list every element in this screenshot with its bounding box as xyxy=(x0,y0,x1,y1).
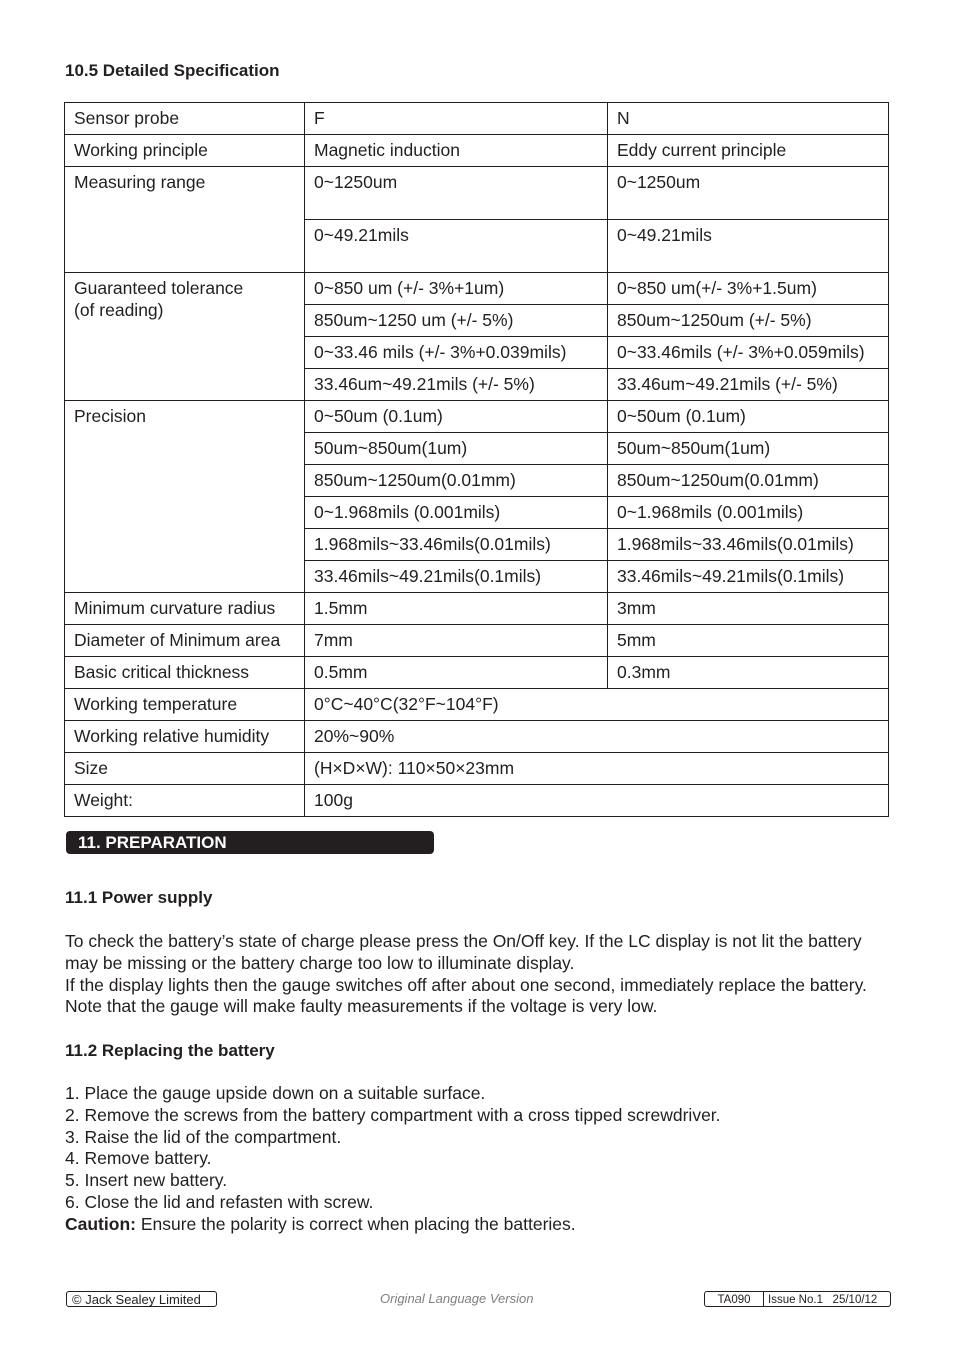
spec-n-value: 0~50um (0.1um) xyxy=(608,401,889,433)
spec-n-value: 1.968mils~33.46mils(0.01mils) xyxy=(608,529,889,561)
section-title-bar: 11. PREPARATION xyxy=(66,831,434,854)
table-row xyxy=(65,753,889,785)
spec-n-value: N xyxy=(608,103,889,135)
spec-label: Basic critical thickness xyxy=(65,657,305,689)
spec-n-value: 0~33.46mils (+/- 3%+0.059mils) xyxy=(608,337,889,369)
spec-label: Diameter of Minimum area xyxy=(65,625,305,657)
spec-label: Measuring range xyxy=(65,167,305,273)
spec-label: Sensor probe xyxy=(65,103,305,135)
spec-f-value: 0~50um (0.1um) xyxy=(305,401,608,433)
spec-f-value: Magnetic induction xyxy=(305,135,608,167)
table-row xyxy=(65,689,889,721)
footer-language-note: Original Language Version xyxy=(380,1291,534,1306)
spec-value: (H×D×W): 110×50×23mm xyxy=(305,753,889,785)
replacing-battery-heading: 11.2 Replacing the battery xyxy=(65,1041,275,1060)
table-row xyxy=(65,135,889,167)
spec-value: 100g xyxy=(305,785,889,817)
spec-f-value: 33.46um~49.21mils (+/- 5%) xyxy=(305,369,608,401)
power-supply-text xyxy=(65,931,895,1018)
spec-label: Precision xyxy=(65,401,305,593)
spec-value: 20%~90% xyxy=(305,721,889,753)
table-row xyxy=(65,401,889,433)
spec-label: Working principle xyxy=(65,135,305,167)
specification-table xyxy=(64,102,889,817)
table-row xyxy=(65,593,889,625)
table-row xyxy=(65,103,889,135)
issue-info: Issue No.1 25/10/12 xyxy=(768,1294,878,1306)
spec-label-line: (of reading) xyxy=(74,300,164,320)
list-item: 3. Raise the lid of the compartment. xyxy=(65,1126,342,1147)
list-item: 1. Place the gauge upside down on a suitable surface. xyxy=(65,1083,486,1103)
spec-value: 0°C~40°C(32°F~104°F) xyxy=(305,689,889,721)
table-row xyxy=(65,167,889,220)
spec-label-line: Guaranteed tolerance xyxy=(74,278,244,298)
paragraph: To check the battery’s state of charge please press the On/Off key. If the LC display is not lit the battery may be missing or the battery charge too low to illuminate display. xyxy=(65,931,862,973)
spec-label: Weight: xyxy=(65,785,305,817)
section-heading: 10.5 Detailed Specification xyxy=(65,61,280,80)
spec-n-value: 0~1250um xyxy=(608,167,889,220)
product-code: TA090 xyxy=(705,1292,764,1306)
spec-f-value: 0~1250um xyxy=(305,167,608,220)
spec-f-value: 0.5mm xyxy=(305,657,608,689)
spec-n-value: 3mm xyxy=(608,593,889,625)
spec-label: Working relative humidity xyxy=(65,721,305,753)
caution-text: Ensure the polarity is correct when placing the batteries. xyxy=(135,1213,576,1234)
spec-n-value: 850um~1250um (+/- 5%) xyxy=(608,305,889,337)
document-reference-box xyxy=(704,1291,891,1307)
spec-n-value: 50um~850um(1um) xyxy=(608,433,889,465)
spec-f-value: 0~1.968mils (0.001mils) xyxy=(305,497,608,529)
spec-label: Size xyxy=(65,753,305,785)
spec-f-value: 1.968mils~33.46mils(0.01mils) xyxy=(305,529,608,561)
spec-n-value: 0.3mm xyxy=(608,657,889,689)
table-row xyxy=(65,785,889,817)
spec-f-value: 850um~1250um(0.01mm) xyxy=(305,465,608,497)
caution-label: Caution: xyxy=(65,1213,136,1234)
spec-n-value: 0~49.21mils xyxy=(608,220,889,273)
spec-f-value: 50um~850um(1um) xyxy=(305,433,608,465)
spec-n-value: 850um~1250um(0.01mm) xyxy=(608,465,889,497)
paragraph: If the display lights then the gauge switches off after about one second, immediately replace the battery. Note that the gauge will make faulty measurements if the voltage is very low. xyxy=(65,974,867,1017)
spec-label: Working temperature xyxy=(65,689,305,721)
caution-note xyxy=(65,1214,895,1236)
spec-f-value: 7mm xyxy=(305,625,608,657)
table-row xyxy=(65,273,889,305)
spec-f-value: 0~49.21mils xyxy=(305,220,608,273)
list-item: 2. Remove the screws from the battery compartment with a cross tipped screwdriver. xyxy=(65,1104,721,1125)
spec-n-value: Eddy current principle xyxy=(608,135,889,167)
table-row xyxy=(65,657,889,689)
spec-f-value: F xyxy=(305,103,608,135)
spec-f-value: 850um~1250 um (+/- 5%) xyxy=(305,305,608,337)
table-row xyxy=(65,721,889,753)
spec-label: Minimum curvature radius xyxy=(65,593,305,625)
spec-n-value: 5mm xyxy=(608,625,889,657)
list-item: 4. Remove battery. xyxy=(65,1148,212,1169)
list-item: 6. Close the lid and refasten with screw. xyxy=(65,1191,374,1212)
list-item: 5. Insert new battery. xyxy=(65,1170,228,1191)
spec-f-value: 0~850 um (+/- 3%+1um) xyxy=(305,273,608,305)
table-row xyxy=(65,625,889,657)
spec-n-value: 0~850 um(+/- 3%+1.5um) xyxy=(608,273,889,305)
battery-steps-list xyxy=(65,1083,895,1236)
spec-f-value: 0~33.46 mils (+/- 3%+0.039mils) xyxy=(305,337,608,369)
spec-f-value: 33.46mils~49.21mils(0.1mils) xyxy=(305,561,608,593)
spec-n-value: 33.46mils~49.21mils(0.1mils) xyxy=(608,561,889,593)
spec-label xyxy=(65,273,305,401)
spec-n-value: 33.46um~49.21mils (+/- 5%) xyxy=(608,369,889,401)
spec-n-value: 0~1.968mils (0.001mils) xyxy=(608,497,889,529)
copyright-box: © Jack Sealey Limited xyxy=(66,1291,217,1307)
power-supply-heading: 11.1 Power supply xyxy=(65,888,213,907)
spec-f-value: 1.5mm xyxy=(305,593,608,625)
